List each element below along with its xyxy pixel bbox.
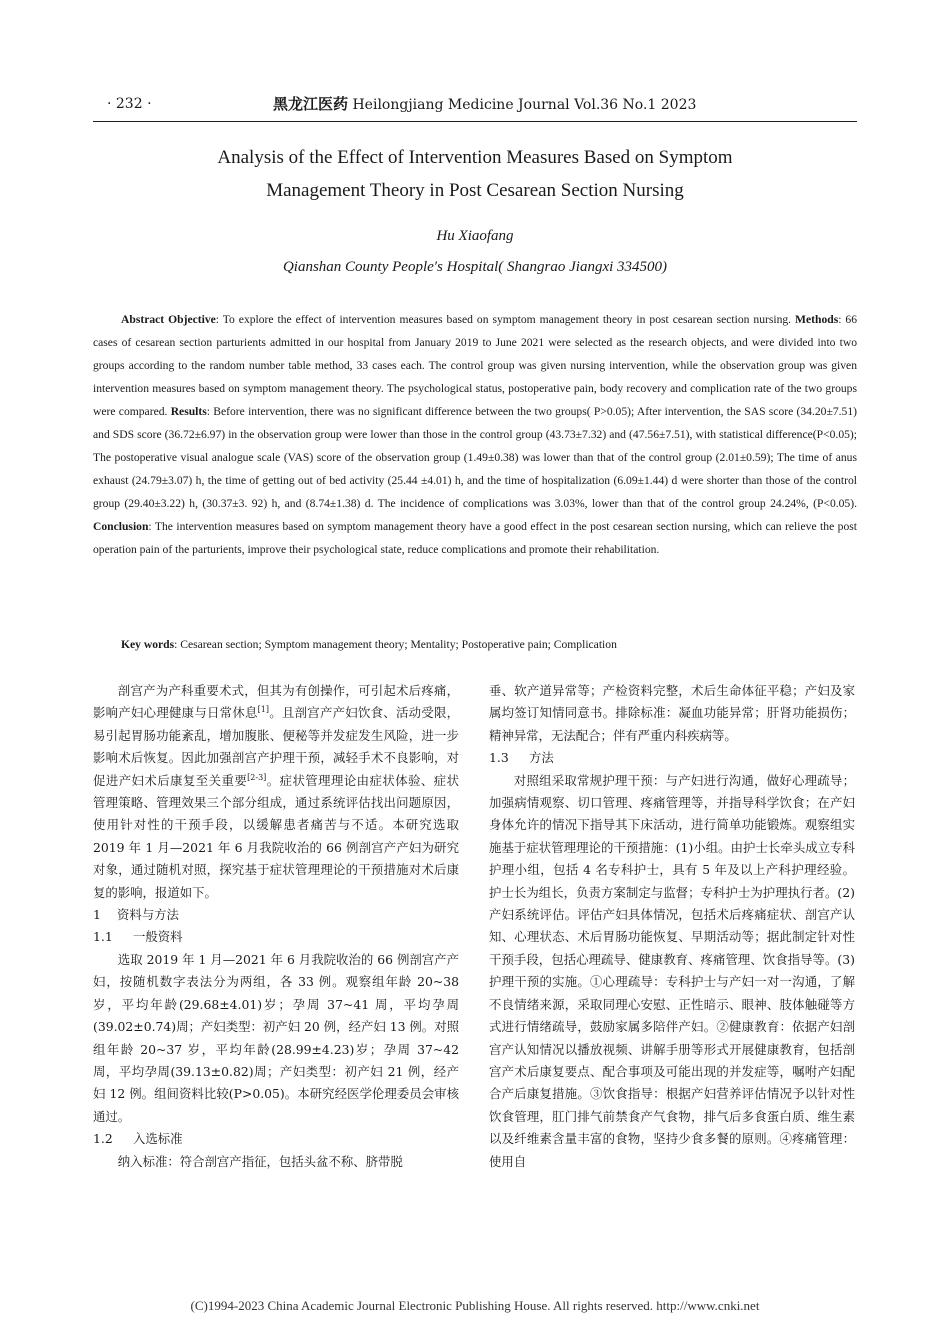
methods-paragraph: 对照组采取常规护理干预：与产妇进行沟通，做好心理疏导；加强病情观察、切口管理、疼痛管理等，并指导科学饮食；在产妇身体允许的情况下指导其下床活动，进行简单功能锻炼。观察组实施基于症状管理理论的干预措施：(1)小组。由护士长牵头成立专科护理小组，包括 4 名专科护士，具有 5 年及以上产科护理经验。护士长为组长，负责方案制定与监督；专科护士为护理执行者。(2)产妇系统评估。评估产妇具体情况，包括术后疼痛症状、剖宫产认知、心理状态、术后胃肠功能恢复、早期活动等；据此制定针对性干预手段，包括心理疏导、健康教育、疼痛管理、饮食指导等。(3)护理干预的实施。①心理疏导：专科护士与产妇一对一沟通，了解不良情绪来源，采取同理心安慰、正性暗示、眼神、肢体触碰等方式进行情绪疏导，鼓励家属多陪伴产妇。②健康教育：依据产妇剖宫产认知情况以播放视频、讲解手册等形式开展健康教育，包括剖宫产术后康复要点、配合事项及可能出现的并发症等，嘱咐产妇配合产后康复措施。③饮食指导：根据产妇营养评估情况予以针对性饮食管理，肛门排气前禁食产气食物，排气后多食蛋白质、维生素以及纤维素含量丰富的食物，坚持少食多餐的原则。④疼痛管理：使用自 — [489, 772, 855, 1169]
section-heading-1-1: 1.1 一般资料 — [93, 929, 183, 945]
abstract — [93, 308, 857, 561]
title-line-1: Analysis of the Effect of Intervention Measures Based on Symptom — [217, 147, 733, 168]
keywords-label: Key words — [121, 638, 175, 651]
page-number: · 232 · — [107, 96, 152, 112]
section-heading-1: 1 资料与方法 — [93, 907, 179, 923]
criteria-paragraph-continued: 垂、软产道异常等；产检资料完整，术后生命体征平稳；产妇及家属均签订知情同意书。排除标准：凝血功能异常；肝肾功能损伤；精神异常，无法配合；伴有严重内科疾病等。 — [489, 683, 855, 743]
left-column — [93, 680, 459, 1173]
results-text: : Before intervention, there was no significant difference between the two groups( P>0.05); After intervention, the SAS score (34.20±7.51) and SDS score (36.72±6.97) in the observation group were lower than those in the control group (43.73±7.32) and (47.56±7.51), with statistical difference(P<0.05); The postoperative visual analogue scale (VAS) score of the observation group (1.49±0.38) was lower than that of the control group (2.01±0.59); The time of anus exhaust (24.79±3.07) h, the time of getting out of bed activity (25.44 ±4.01) h, and the time of hospitalization (6.09±1.44) d were shorter than those of the control group (29.40±3.22) h, (30.37±3. 92) h, and (8.74±1.38) d. The incidence of complications was 3.03%, lower than that of the control group 24.24%, (P<0.05). — [93, 405, 857, 510]
journal-name-en: Heilongjiang Medicine Journal Vol.36 No.1 2023 — [352, 97, 697, 113]
author: Hu Xiaofang — [436, 228, 514, 244]
citation-ref: [2-3] — [247, 772, 267, 782]
running-header — [93, 94, 857, 118]
criteria-paragraph-start: 纳入标准：符合剖宫产指征，包括头盆不称、脐带脱 — [117, 1153, 403, 1169]
title-line-2: Management Theory in Post Cesarean Section Nursing — [266, 180, 684, 201]
general-data-paragraph: 选取 2019 年 1 月—2021 年 6 月我院收治的 66 例剖宫产产妇，按随机数字表法分为两组，各 33 例。观察组年龄 20~38 岁，平均年龄(29.68±4.01)岁；孕周 37~41 周，平均孕周(39.02±0.74)周；产妇类型：初产妇 20 例，经产妇 13 例。对照组年龄 20~37 岁，平均年龄(28.99±4.23)岁；孕周 37~42 周，平均孕周(39.13±0.82)周；产妇类型：初产妇 21 例，经产妇 12 例。组间资料比较(P>0.05)。本研究经医学伦理委员会审核通过。 — [93, 951, 459, 1124]
keywords-text: : Cesarean section; Symptom management theory; Mentality; Postoperative pain; Complication — [174, 638, 617, 651]
article-title — [93, 141, 857, 207]
conclusion-text: : The intervention measures based on symptom management theory have a good effect in the post cesarean section nursing, which can relieve the post operation pain of the parturients, improve their psychological state, reduce complications and promote their rehabilitation. — [93, 520, 857, 556]
copyright-footer: (C)1994-2023 China Academic Journal Electronic Publishing House. All rights reserved. http://www.cnki.net — [190, 1298, 760, 1313]
journal-citation — [273, 94, 696, 115]
objective-text: : To explore the effect of intervention measures based on symptom management theory in post cesarean section nursing. — [215, 313, 796, 326]
section-heading-1-2: 1.2 入选标准 — [93, 1131, 183, 1147]
right-column — [489, 680, 855, 1173]
methods-text: : 66 cases of cesarean section parturients admitted in our hospital from January 2019 to June 2021 were selected as the research objects, and were divided into two groups according to the random number table method, 33 cases each. The control group was given nursing intervention, while the observation group was given intervention measures based on symptom management theory. The psychological status, postoperative pain, body recovery and complication rate of the two groups were compared. — [93, 313, 857, 418]
header-rule — [93, 121, 857, 122]
objective-label: Abstract Objective — [121, 313, 216, 326]
methods-label: Methods — [795, 313, 839, 326]
affiliation: Qianshan County People′s Hospital( Shangrao Jiangxi 334500) — [282, 259, 668, 275]
journal-name-cn: 黑龙江医药 — [273, 95, 349, 113]
results-label: Results — [170, 405, 207, 418]
section-heading-1-3: 1.3 方法 — [489, 750, 554, 766]
intro-paragraph: 剖宫产为产科重要术式，但其为有创操作，可引起术后疼痛，影响产妇心理健康与日常休息[1]。且剖宫产产妇饮食、活动受限，易引起胃肠功能紊乱，增加腹胀、便秘等并发症发生风险，进一步影响术后恢复。因此加强剖宫产护理干预，减轻手术不良影响，对促进产妇术后康复至关重要[2-3]。症状管理理论由症状体验、症状管理策略、管理效果三个部分组成，通过系统评估找出问题原因，使用针对性的干预手段，以缓解患者痛苦与不适。本研究选取 2019 年 1 月—2021 年 6 月我院收治的 66 例剖宫产产妇为研究对象，通过随机对照，探究基于症状管理理论的干预措施对术后康复的影响，报道如下。 — [93, 683, 460, 900]
conclusion-label: Conclusion — [93, 520, 149, 533]
keywords — [121, 633, 857, 656]
citation-ref: [1] — [257, 705, 270, 715]
